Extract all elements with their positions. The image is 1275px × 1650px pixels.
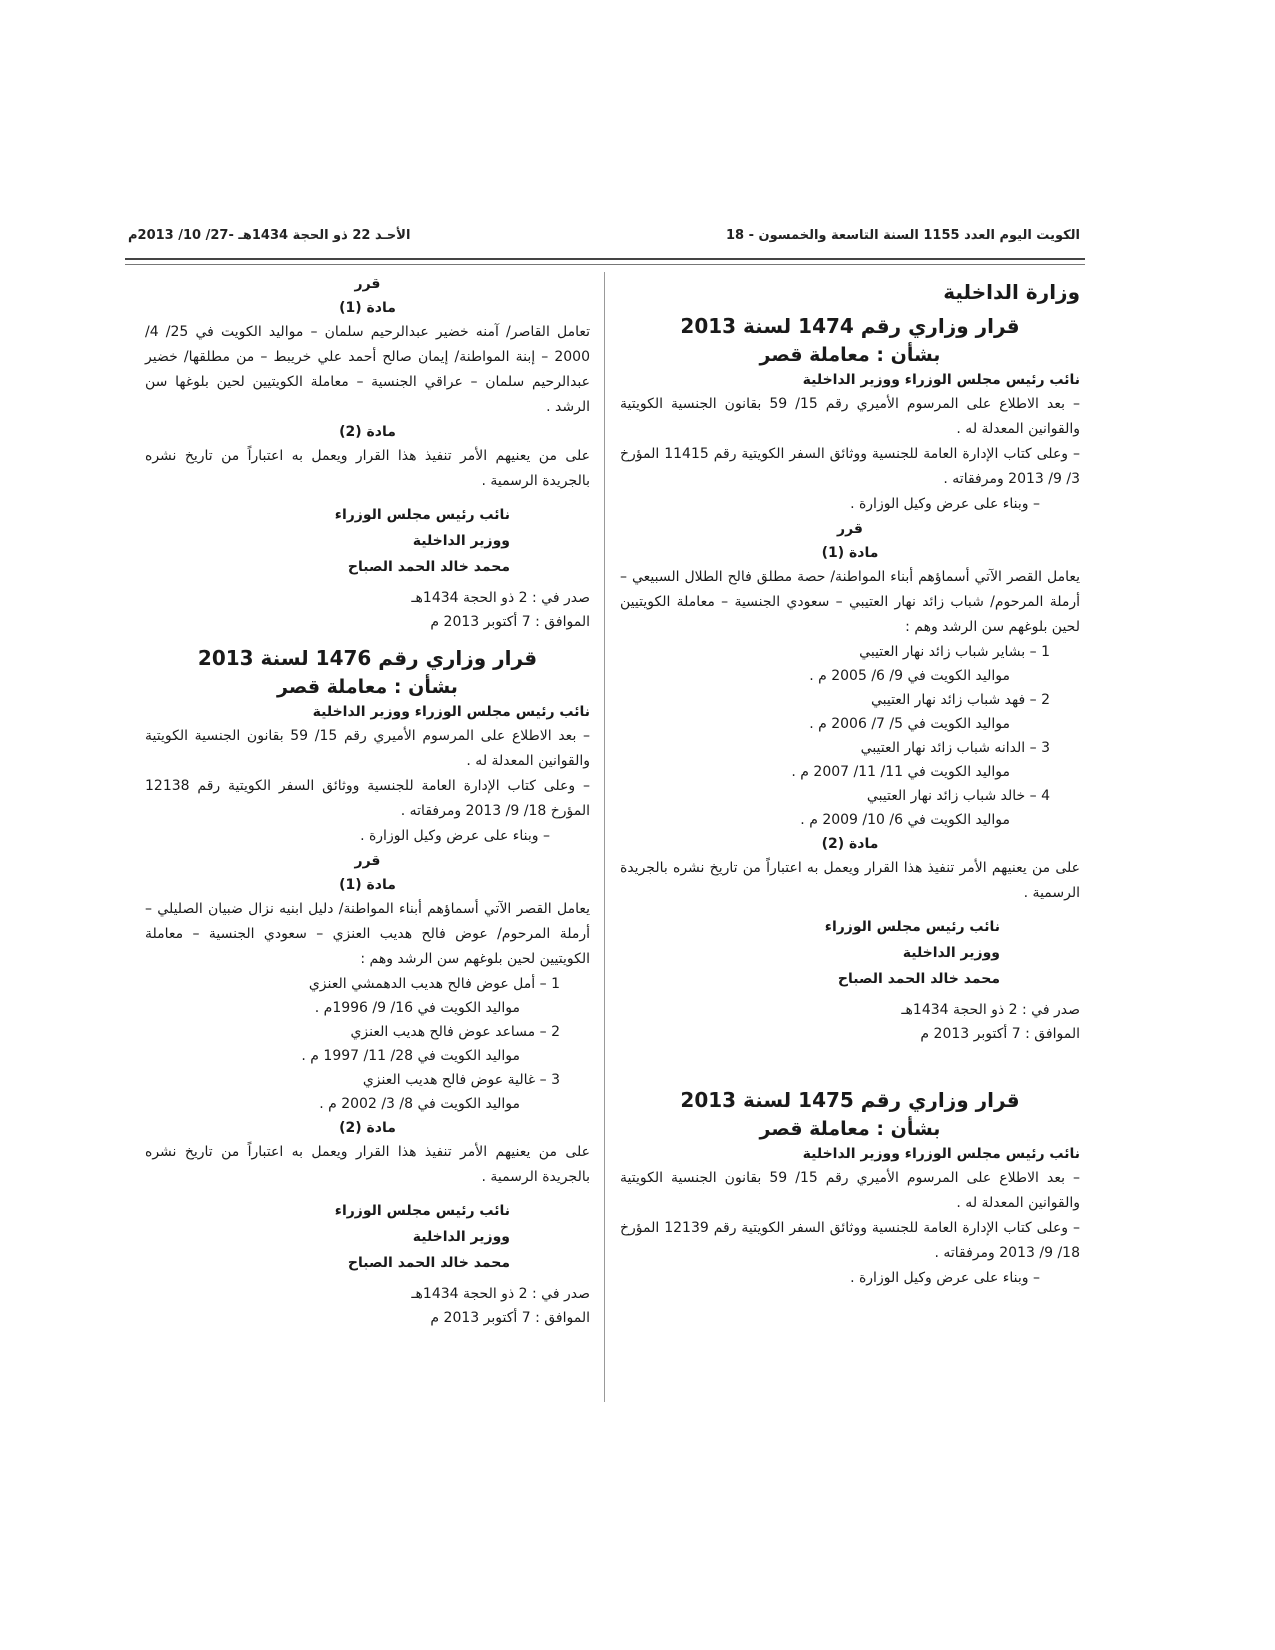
article-heading: مادة (2) <box>339 424 396 440</box>
preamble-paragraph: – وبناء على عرض وكيل الوزارة . <box>850 496 1040 512</box>
child-name: 2 – فهد شباب زائد نهار العتيبي <box>870 692 1050 708</box>
child-birth: مواليد الكويت في 11/ 11/ 2007 م . <box>791 764 1010 780</box>
decided-heading: قرر <box>354 853 381 869</box>
signature-title: ووزير الداخلية <box>412 1229 510 1245</box>
issued-date: صدر في : 2 ذو الحجة 1434هـ <box>901 1002 1080 1018</box>
signature-name: محمد خالد الحمد الصباح <box>347 559 510 575</box>
decree-1474 <box>620 314 1080 1046</box>
decided-heading: قرر <box>354 276 381 292</box>
article-heading: مادة (2) <box>339 1120 396 1136</box>
decree-title: قرار وزاري رقم 1474 لسنة 2013 <box>680 314 1020 338</box>
article-text: على من يعنيهم الأمر تنفيذ هذا القرار ويعمل به اعتباراً من تاريخ نشره بالجريدة الرسمية . <box>145 1144 590 1185</box>
decree-subject: بشأن : معاملة قصر <box>759 344 941 366</box>
child-birth: مواليد الكويت في 28/ 11/ 1997 م . <box>301 1048 520 1064</box>
header-rule-thin <box>125 264 1085 265</box>
child-name: 1 – بشاير شباب زائد نهار العتيبي <box>859 644 1050 660</box>
preamble-paragraph: – وبناء على عرض وكيل الوزارة . <box>360 828 550 844</box>
child-birth: مواليد الكويت في 6/ 10/ 2009 م . <box>800 812 1010 828</box>
issued-date: صدر في : 2 ذو الحجة 1434هـ <box>411 1286 590 1302</box>
child-birth: مواليد الكويت في 9/ 6/ 2005 م . <box>809 668 1010 684</box>
decree-title: قرار وزاري رقم 1475 لسنة 2013 <box>680 1088 1020 1112</box>
article-text: يعامل القصر الآتي أسماؤهم أبناء المواطنة/ حصة مطلق فالح الطلال السبيعي – أرملة المرحوم/ شباب زائد نهار العتيبي – سعودي الجنسية – معاملة الكويتيين لحين بلوغهم سن الرشد وهم : <box>620 569 1080 635</box>
signature-title: نائب رئيس مجلس الوزراء <box>334 507 510 523</box>
right-column <box>620 272 1080 1291</box>
left-column <box>145 272 590 1330</box>
corresponding-date: الموافق : 7 أكتوبر 2013 م <box>430 1310 590 1326</box>
article-heading: مادة (2) <box>821 836 879 852</box>
decree-1475-continued <box>145 272 590 634</box>
preamble-paragraph: – بعد الاطلاع على المرسوم الأميري رقم 15/ 59 بقانون الجنسية الكويتية والقوانين المعدلة له . <box>620 396 1080 437</box>
corresponding-date: الموافق : 7 أكتوبر 2013 م <box>920 1026 1080 1042</box>
decree-issuer: نائب رئيس مجلس الوزراء ووزير الداخلية <box>802 372 1080 388</box>
ministry-heading: وزارة الداخلية <box>943 280 1080 304</box>
header-date: الأحـد 22 ذو الحجة 1434هـ -27/ 10/ 2013م <box>128 228 411 243</box>
child-name: 4 – خالد شباب زائد نهار العتيبي <box>866 788 1050 804</box>
column-separator <box>604 272 605 1402</box>
article-text: على من يعنيهم الأمر تنفيذ هذا القرار ويعمل به اعتباراً من تاريخ نشره بالجريدة الرسمية . <box>145 448 590 489</box>
decree-subject: بشأن : معاملة قصر <box>277 676 458 698</box>
issued-date: صدر في : 2 ذو الحجة 1434هـ <box>411 590 590 606</box>
signature-title: ووزير الداخلية <box>412 533 510 549</box>
preamble-paragraph: – بعد الاطلاع على المرسوم الأميري رقم 15/ 59 بقانون الجنسية الكويتية والقوانين المعدلة له . <box>620 1170 1080 1211</box>
signature-name: محمد خالد الحمد الصباح <box>837 971 1000 987</box>
signature-title: ووزير الداخلية <box>902 945 1000 961</box>
decree-1476 <box>145 646 590 1330</box>
preamble-paragraph: – وعلى كتاب الإدارة العامة للجنسية ووثائق السفر الكويتية رقم 12138 المؤرخ 18/ 9/ 2013 ومرفقاته . <box>145 778 590 819</box>
header-rule-thick <box>125 258 1085 260</box>
spacer <box>145 634 590 644</box>
preamble-paragraph: – بعد الاطلاع على المرسوم الأميري رقم 15/ 59 بقانون الجنسية الكويتية والقوانين المعدلة له . <box>145 728 591 769</box>
child-name: 3 – غالية عوض فالح هديب العنزي <box>362 1072 560 1088</box>
preamble-paragraph: – وعلى كتاب الإدارة العامة للجنسية ووثائق السفر الكويتية رقم 12139 المؤرخ 18/ 9/ 2013 ومرفقاته . <box>620 1220 1080 1261</box>
article-heading: مادة (1) <box>339 300 396 316</box>
preamble-paragraph: – وعلى كتاب الإدارة العامة للجنسية ووثائق السفر الكويتية رقم 11415 المؤرخ 3/ 9/ 2013 ومرفقاته . <box>620 446 1080 487</box>
child-birth: مواليد الكويت في 8/ 3/ 2002 م . <box>319 1096 520 1112</box>
child-birth: مواليد الكويت في 16/ 9/ 1996م . <box>314 1000 520 1016</box>
decree-title: قرار وزاري رقم 1476 لسنة 2013 <box>197 646 538 670</box>
header-issue-info: الكويت اليوم العدد 1155 السنة التاسعة والخمسون - 18 <box>725 228 1080 243</box>
signature-name: محمد خالد الحمد الصباح <box>347 1255 510 1271</box>
child-name: 2 – مساعد عوض فالح هديب العنزي <box>350 1024 560 1040</box>
spacer <box>620 1046 1080 1086</box>
article-heading: مادة (1) <box>821 545 879 561</box>
signature-block <box>145 1198 590 1276</box>
signature-block <box>620 914 1080 992</box>
page-header <box>128 228 1080 243</box>
child-birth: مواليد الكويت في 5/ 7/ 2006 م . <box>809 716 1010 732</box>
child-name: 3 – الدانه شباب زائد نهار العتيبي <box>860 740 1050 756</box>
decree-subject: بشأن : معاملة قصر <box>759 1118 941 1140</box>
decree-issuer: نائب رئيس مجلس الوزراء ووزير الداخلية <box>312 704 590 720</box>
decree-issuer: نائب رئيس مجلس الوزراء ووزير الداخلية <box>802 1146 1080 1162</box>
signature-title: نائب رئيس مجلس الوزراء <box>334 1203 510 1219</box>
decree-1475 <box>620 1088 1080 1291</box>
corresponding-date: الموافق : 7 أكتوبر 2013 م <box>430 614 590 630</box>
article-text: تعامل القاصر/ آمنه خضير عبدالرحيم سلمان – مواليد الكويت في 25/ 4/ 2000 – إبنة المواطنة/ إيمان صالح أحمد علي خريبط – من مطلقها/ خضير عبدالرحيم سلمان – عراقي الجنسية – معاملة الكويتيين لحين بلوغها سن الرشد . <box>145 324 590 415</box>
signature-title: نائب رئيس مجلس الوزراء <box>824 919 1000 935</box>
article-text: على من يعنيهم الأمر تنفيذ هذا القرار ويعمل به اعتباراً من تاريخ نشره بالجريدة الرسمية . <box>620 860 1080 901</box>
preamble-paragraph: – وبناء على عرض وكيل الوزارة . <box>850 1270 1040 1286</box>
article-text: يعامل القصر الآتي أسماؤهم أبناء المواطنة/ دليل ابنيه نزال ضبيان الصليلي – أرملة المرحوم/ عوض فالح هديب العنزي – سعودي الجنسية – معاملة الكويتيين لحين بلوغهم سن الرشد وهم : <box>145 901 590 967</box>
signature-block <box>145 502 590 580</box>
article-heading: مادة (1) <box>339 877 396 893</box>
child-name: 1 – أمل عوض فالح هديب الدهمشي العنزي <box>308 976 560 992</box>
decided-heading: قرر <box>837 521 863 537</box>
